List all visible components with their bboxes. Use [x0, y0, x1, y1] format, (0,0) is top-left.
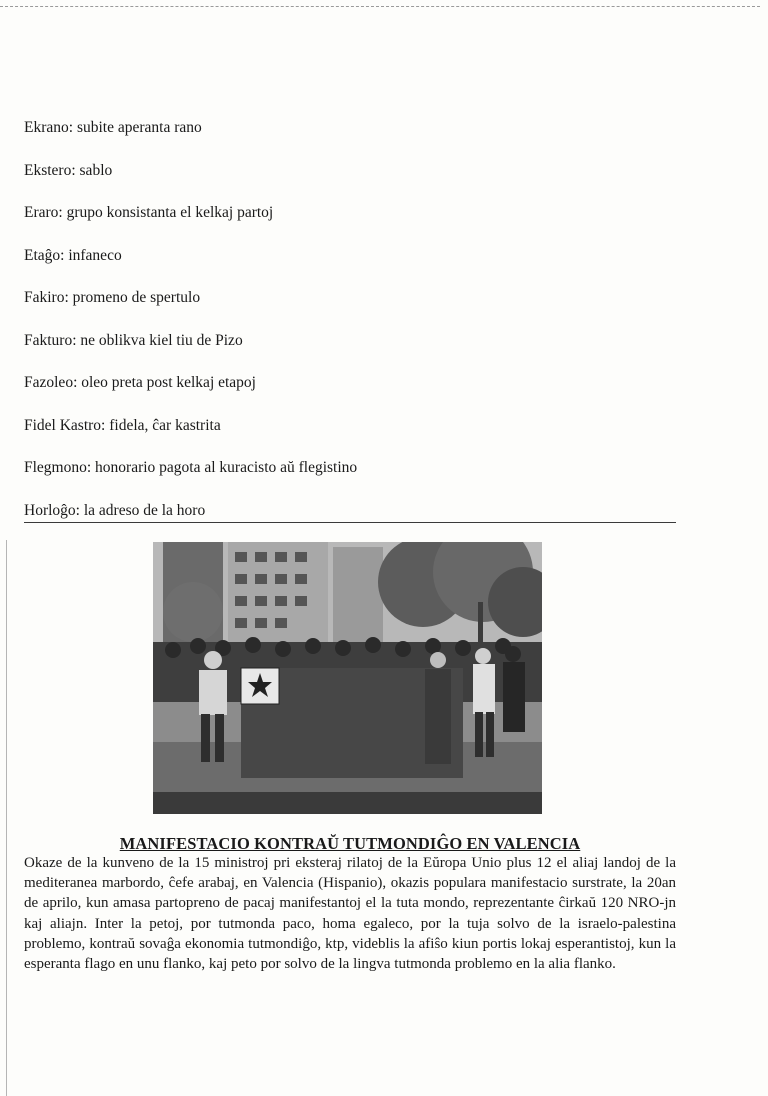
scan-top-edge: [0, 6, 760, 7]
glossary-entry: Ekrano: subite aperanta rano: [24, 119, 202, 136]
scan-left-edge: [6, 540, 7, 1096]
glossary-entry: Eraro: grupo konsistanta el kelkaj partoj: [24, 204, 274, 221]
glossary-entry: Fazoleo: oleo preta post kelkaj etapoj: [24, 374, 256, 391]
article-body: Okaze de la kunveno de la 15 ministroj pri eksteraj rilatoj de la Eŭropa Unio plus 12 el aliaj landoj de la mediteranea marbordo, ĉefe arabaj, en Valencia (Hispanio), okazis populara manifestacio surstrate, la 20an de aprilo, kun amasa partopreno de pacaj manifestantoj el la tuta mondo, reprezentante ĉirkaŭ 120 NRO-jn kaj aliajn. Inter la petoj, por tutmonda paco, homa egaleco, por la tuja solvo de la israelo-palestina problemo, kontraŭ sovaĝa ekonomia tutmondiĝo, ktp, videblis la afiŝo kiun portis lokaj esperantistoj, kun la esperanta flago en unu flanko, kaj peto por solvo de la lingva tutmonda problemo en la alia flanko.: [24, 855, 676, 973]
glossary-entry: Ekstero: sablo: [24, 161, 113, 179]
glossary-entry: Etaĝo: infaneco: [24, 246, 122, 264]
glossary-entry: Fidel Kastro: fidela, ĉar kastrita: [24, 416, 221, 434]
article-headline: MANIFESTACIO KONTRAŬ TUTMONDIĜO EN VALENCIA: [119, 834, 581, 853]
glossary-entry: Fakiro: promeno de spertulo: [24, 289, 201, 306]
glossary-entry: Fakturo: ne oblikva kiel tiu de Pizo: [24, 331, 243, 349]
glossary-entry: Flegmono: honorario pagota al kuracisto aŭ flegistino: [24, 459, 358, 476]
glossary-list: [24, 118, 676, 523]
demonstration-photo: [153, 542, 542, 814]
glossary-entry: Horloĝo: la adreso de la horo: [24, 501, 676, 523]
